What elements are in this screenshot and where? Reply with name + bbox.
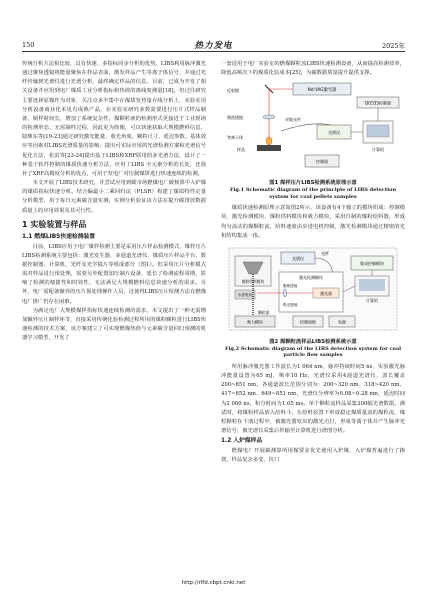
lens-shape: [263, 115, 275, 119]
laser-module-label: 激光检测模块: [299, 274, 323, 280]
power-label: 电源: [338, 319, 346, 325]
mirror-label: 反射镜: [227, 88, 239, 94]
figure-1-caption-en: Fig.1 Schematic diagram of the principle of LIBS detection system for coal pellets samples: [229, 187, 396, 200]
paragraph: 本文开展了LIBS技术研究，并尝试应用到碳市场燃煤电厂碳核算中入炉煤的煤质指标快速分析。结合偏最小二乘回归法（PLSR）构建了煤质特性定量分析模型，用于每日元素碳含量实测，实例分析验证该方法在提升碳排放数据质量上的应用效果及其可行性。: [22, 180, 206, 214]
figure-2: [221, 244, 405, 359]
suction-label: 吸力模块: [247, 319, 263, 325]
paragraph: 燃煤电厂开展碳测算所用煤要求优先使用入炉煤，入炉煤普遍进行了掺烧，样品复杂多变，坑口: [221, 448, 405, 464]
section-heading: 1 实验装置与样品: [22, 219, 87, 229]
sample-shape: [257, 145, 281, 151]
left-column: [22, 60, 206, 343]
f2-fiber-label: 光纤: [321, 250, 329, 256]
paragraph: 一套适用于电厂实验室的燃煤颗粒流LIBS快速检测设备，从而提高检测效率，降低高频次下的煤质化验成本[25]，为碳数据质量提升提供支撑。: [221, 61, 405, 77]
controller-label: DG535控制器: [365, 100, 391, 106]
right-column: [221, 60, 405, 466]
paragraph: 传统分析方法相比较，具有快速、多指标同步分析的优势。LIBS利用脉冲激光通过聚焦透镜将能量聚焦在样品表面，激发样品产生等离子体信号，并通过光纤传输到光谱仪进行光谱分析，最终确定样品的信息，目前，已成为开发了相关设备并应用到电厂煤质工业分析指标和热值的离线度测量[18]。但过往研究主要选择原煤作为对象，关注点多半集中在煤质发热量在线分析上，实验室用分析设备商业化未见有成熟产品，在实验室研究多数需要进行压片式样品制备，制样时间长，增加了系统复杂性，煤颗粒液的检测形式更接近于工业现场的检测形态，无需制样过程，因此更为简便，可以快速获取大规模燃料信息，陆继东等[19-23]通过研究激光能量、收光角度、颗粒尺寸、延迟参数、基体效应等因素对LIBS光谱质量的影响，提出可实际应用的光谱检测方案和光谱信号优化方法，张雷等[23-24]提出基于LIBS和XRF联用的多光谱方法，设计了一种基于软件控制的煤质快速分析方法，应用了LIBS 全元素分析的长处，还弥补了XRF高精度分析的优点，可用于发电厂对压制煤饼进行快速连续的检测。: [22, 61, 206, 177]
feeder-label: 煤粉给料模块: [241, 278, 265, 284]
laser-label: Nd:YAG激光器: [307, 88, 337, 94]
page-number: 150: [22, 41, 35, 49]
f2-computer-label: 计算机: [366, 297, 378, 303]
subsection-heading: 1.1 燃煤LIBS快速检测装置: [22, 233, 96, 240]
control-module-label: 集成控制模块: [360, 260, 384, 266]
fiber-label: 采集光纤: [285, 117, 301, 123]
subsection-heading: 1.2 入炉煤样品: [221, 438, 263, 445]
figure-1-diagram: [221, 81, 405, 177]
f2-laser-label: 激光器: [320, 290, 332, 296]
f2-spectrometer-label: 光谱仪: [292, 255, 304, 261]
paragraph: 所用脉冲激光器工作波长为1 064 nm，脉冲持续时间5 ns，实验激光脉冲能量设置为65 mJ，频率10 Hz，光谱仪采用4通道光谱仪，波长覆盖200~851 nm，各通道波长范围分别为：200~320 nm、318~420 nm、417~652 nm、649~851 nm，光谱仪分辨率为0.08~0.28 nm，延迟时间为2 000 ns，积分时间为1.05 ms。单个颗粒流样品采集200幅光谱数据。测试时，将煤粉样品放入给料斗，在给料装置下形成稳定煤质量流的煤粒流，煤粒颗粒在下落过程中，被激光器发出的激光击打，形成等离子体并产生脉冲光谱信号，被光谱仪采集后传输至计算机进行谱图分析。: [221, 363, 405, 435]
figure-2-diagram: [221, 244, 405, 336]
paragraph: 目前，LIBS应用于电厂煤样检测主要是采用压片样品检测模式，煤样压片LIBS检测系统主要包括：激光发生器、多通道光谱仪、煤质压片样品平台、数据控制器、计算机、光纤及光学镜片等组成部分（图1）。但采用压片分析模式需对样品进行预处理，需要另外配置加压制片设备，延长了检测流程周期，影响了检测的便捷性和时效性，无法满足大规模燃料信息快速分析的需求。另外，电厂需配备额外的压片预处理操作人员，这使得LIBS压片检测方法在燃煤电厂推广仍存在困难。: [22, 243, 206, 305]
computer-label: 计算机: [372, 147, 384, 153]
plasma-shape: [266, 137, 272, 145]
spectrometer-label: 光谱仪: [328, 130, 340, 136]
lens-label: 聚焦透镜: [227, 115, 243, 121]
figure-2-caption-en: Fig.2 Schematic diagram of the LIBS detection system for coal particle flow samples: [224, 345, 402, 359]
particle-flow-label: 颗粒流: [258, 309, 270, 315]
page-footer-url: http://rlfd.cbpt.cnki.net: [181, 580, 246, 586]
figure-1-caption-zh: 图1 煤样压片LIBS检测系统原理示意: [269, 180, 357, 187]
plasma-label: 等离子体: [227, 135, 243, 141]
f2-mirror-label: 集光透镜: [283, 302, 298, 307]
journal-title: 热力发电: [194, 41, 233, 51]
figure-2-caption-zh: 图2 煤颗粒流样品LIBS检测系统示意: [269, 338, 357, 345]
paragraph: 为满足电厂大规模煤样指标快速连续检测的需求，本文提出了一种无需增加额外压片制样环节，直接采用传统化验检测过程所用的煤粉颗粒进行LIBS快速检测的技术方案，该方案建立了可实现燃煤热值与元素碳含量回归预测的机器学习模型，开发了: [22, 307, 206, 342]
page-header: [22, 40, 405, 52]
stepper-label: 步进电机: [237, 292, 253, 297]
figure-1: [221, 81, 405, 200]
paragraph: 煤质快速检测原理示意如图2所示，该设备有4个独立的模块组成：控制模块、激光检测模块、煤粉供料模块和吸力模块，采用自制的煤粉给料器，形成均匀流动的煤颗粒流，给料速度由步进电机控制，激光检测模块通过精密的光机结构集成一体。: [221, 205, 405, 239]
bottom-controller-label: 控制器: [316, 159, 328, 165]
control-panel-label: 控制面板: [300, 319, 316, 325]
f2-lens-label: 聚焦透镜: [283, 283, 298, 288]
sample-label: 样品: [237, 147, 245, 153]
publication-year: 2025年: [381, 42, 405, 50]
